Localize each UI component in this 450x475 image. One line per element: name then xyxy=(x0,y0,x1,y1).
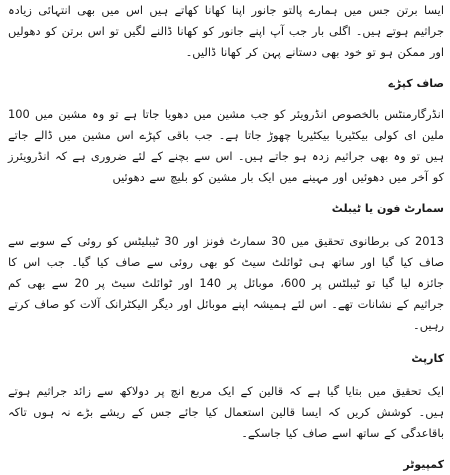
heading-computer: کمپیوٹر xyxy=(403,458,444,471)
heading-clean-clothes: صاف کپڑے xyxy=(388,77,444,90)
paragraph-laundry: انڈرگارمنٹس بالخصوص انڈرویئر کو جب مشین میں دھویا جاتا ہے تو وہ مشین میں 100 ملین ای کولی بیکٹیریا بیکٹیریا چھوڑ جاتا ہے۔ جب باقی کپڑے اس مشین میں ڈالے جاتے ہیں تو وہ بھی جراثیم زدہ ہو جاتے ہیں۔ اس سے بچنے کے لئے ضروری ہے کہ انڈرویئرز کو آخر میں دھوئیں اور مہینے میں ایک بار مشین کو بلیچ سے دھوئیں xyxy=(8,107,444,184)
heading-smartphone-tablet: سمارٹ فون یا ٹیبلٹ xyxy=(331,202,444,215)
paragraph-pet-bowl: ایسا برتن جس میں ہمارے پالتو جانور اپنا کھانا کھاتے ہیں اس میں بھی انتہائی زیادہ جراثیم ہوتے ہیں۔ اگلی بار جب آپ اپنے جانور کو کھانا ڈالنے لگیں تو اس برتن کو دھولیں اور ممکن ہو تو خود بھی دستانے پہن کر کھانا ڈالیں۔ xyxy=(8,3,444,59)
paragraph-carpet: ایک تحقیق میں بتایا گیا ہے کہ قالین کے ایک مربع انچ پر دولاکھ سے زائد جراثیم ہوتے ہیں۔ کوشش کریں کہ ایسا قالین استعمال کیا جائے جس کے ریشے بڑے نہ ہوں تاکہ باقاعدگی کے ساتھ اسے صاف کیا جاسکے۔ xyxy=(8,384,444,440)
heading-carpet: کارپٹ xyxy=(411,352,444,365)
paragraph-phones: 2013 کی برطانوی تحقیق میں 30 سمارٹ فونز اور 30 ٹیبلیٹس کو روئی کے سوبے سے صاف کیا گیا اور ساتھ ہی ٹوائلٹ سیٹ کو بھی روئی سے صاف کیا گیا۔ جب اس کا جائزہ لیا گیا تو ٹیبلٹس پر 600، موبائل پر 140 اور ٹوائلٹ سیٹ پر 20 سے بھی کم جراثیم کے نشانات تھے۔ اس لئے ہمیشہ اپنے موبائل اور دیگر الیکٹرانک آلات کو صاف کرتے رہیں۔ xyxy=(8,234,445,332)
